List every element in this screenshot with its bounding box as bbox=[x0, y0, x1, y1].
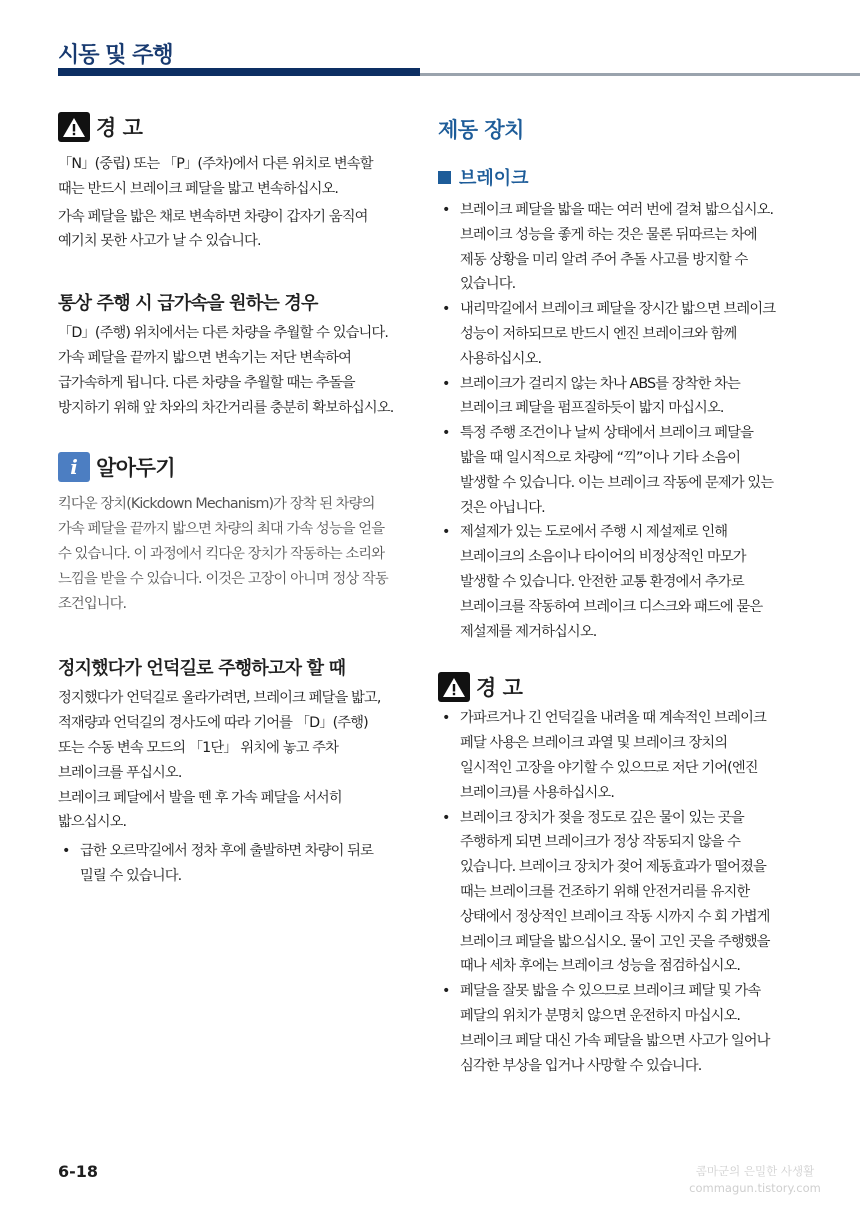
list-item bbox=[438, 297, 776, 371]
hill-start-bullets bbox=[58, 839, 396, 889]
list-item: • 페달을 잘못 밟을 수 있으므로 브레이크 페달 및 가속 페달의 위치가 분명치 않으면 운전하지 마십시오. 브레이크 페달 대신 가속 페달을 밟으면 사고가 일어나 심각한 부상을 입거나 사망할 수 있습니다. bbox=[438, 979, 776, 1078]
list-item: • 브레이크 장치가 젖을 정도로 깊은 물이 있는 곳을 주행하게 되면 브레이크가 정상 작동되지 않을 수 있습니다. 브레이크 장치가 젖어 제동효과가 떨어졌을 때는 브레이크를 건조하기 위해 안전거리를 유지한 상태에서 정상적인 브레이크 작동 시까지 수 회 가볍게 브레이크 페달을 밟으십시오. 물이 고인 곳을 주행했을 때나 세차 후에는 브레이크 성능을 점검하십시오. bbox=[438, 806, 776, 980]
left-column bbox=[58, 112, 396, 889]
warning-triangle-icon bbox=[58, 112, 90, 142]
square-bullet-icon bbox=[438, 171, 451, 184]
note-header bbox=[58, 452, 396, 482]
list-item bbox=[438, 372, 776, 422]
info-icon: i bbox=[58, 452, 90, 482]
list-item-text: 내리막길에서 브레이크 페달을 장시간 밟으면 브레이크 성능이 저하되므로 반드시 엔진 브레이크와 함께 사용하십시오. bbox=[460, 301, 776, 367]
list-item bbox=[438, 421, 776, 520]
watermark bbox=[680, 1163, 830, 1197]
section-rapid-acceleration bbox=[58, 289, 396, 420]
section-paragraph: 「D」(주행) 위치에서는 다른 차량을 추월할 수 있습니다. 가속 페달을 끝까지 밟으면 변속기는 저단 변속하여 급가속하게 됩니다. 다른 차량을 추월할 때는 추돌을 방지하기 위해 앞 차와의 차간거리를 충분히 확보하십시오. bbox=[58, 325, 394, 416]
warning-paragraph: 가속 페달을 밟은 채로 변속하면 차량이 갑자기 움직여 예기치 못한 사고가 날 수 있습니다. bbox=[58, 208, 368, 250]
list-item: • 가파르거나 긴 언덕길을 내려올 때 계속적인 브레이크 페달 사용은 브레이크 과열 및 브레이크 장치의 일시적인 고장을 야기할 수 있으므로 저단 기어(엔진 브레이크)를 사용하십시오. bbox=[438, 706, 776, 805]
brake-bullets bbox=[438, 198, 776, 644]
subsection-brake bbox=[438, 164, 776, 190]
warning-title: 경 고 bbox=[96, 116, 143, 140]
list-item-text: 브레이크 페달을 밟을 때는 여러 번에 걸쳐 밟으십시오. bbox=[460, 202, 774, 218]
watermark-line: 콤마군의 은밀한 사생활 bbox=[695, 1164, 815, 1178]
note-title: 알아두기 bbox=[96, 456, 176, 481]
warning-title: 경 고 bbox=[476, 676, 523, 701]
list-item: • 급한 오르막길에서 정차 후에 출발하면 차량이 뒤로 밀릴 수 있습니다. bbox=[58, 839, 396, 889]
list-item-text: 브레이크가 걸리지 않는 차나 ABS를 장착한 차는 브레이크 페달을 펌프질하듯이 밟지 마십시오. bbox=[460, 375, 740, 417]
section-paragraph: 정지했다가 언덕길로 올라가려면, 브레이크 페달을 밟고, 적재량과 언덕길의 경사도에 따라 기어를 「D」(주행) 또는 수동 변속 모드의 「1단」 위치에 놓고 주차 브레이크를 푸십시오. bbox=[58, 690, 381, 781]
warning-header bbox=[58, 112, 396, 142]
section-paragraph: 브레이크 페달에서 발을 뗀 후 가속 페달을 서서히 밟으십시오. bbox=[58, 789, 342, 831]
section-title-braking: 제동 장치 bbox=[438, 118, 524, 142]
subsection-title: 브레이크 bbox=[459, 168, 529, 189]
section-heading: 통상 주행 시 급가속을 원하는 경우 bbox=[58, 293, 318, 315]
warning-paragraph: 「N」(중립) 또는 「P」(주차)에서 다른 위치로 변속할 때는 반드시 브레이크 페달을 밟고 변속하십시오. bbox=[58, 156, 373, 197]
right-column bbox=[438, 114, 776, 1078]
page-number: 6-18 bbox=[58, 1162, 99, 1181]
warning-box-brake bbox=[438, 672, 776, 1078]
section-heading: 정지했다가 언덕길로 주행하고자 할 때 bbox=[58, 658, 346, 680]
page-header-title: 시동 및 주행 bbox=[58, 43, 173, 68]
warning-bullets bbox=[438, 706, 776, 1078]
note-paragraph: 킥다운 장치(Kickdown Mechanism)가 장착 된 차량의 가속 페달을 끝까지 밟으면 차량의 최대 가속 성능을 얻을 수 있습니다. 이 과정에서 킥다운 장치가 작동하는 소리와 느낌을 받을 수 있습니다. 이것은 고장이 아니며 정상 작동 조건입니다. bbox=[58, 496, 388, 612]
warning-box-shift bbox=[58, 112, 396, 254]
header-rule-light bbox=[420, 73, 860, 76]
list-item bbox=[438, 198, 776, 297]
list-item-text: 제설제가 있는 도로에서 주행 시 제설제로 인해 브레이크의 소음이나 타이어의 비정상적인 마모가 발생할 수 있습니다. 안전한 교통 환경에서 추가로 브레이크를 작동하여 브레이크 디스크와 패드에 묻은 제설제를 제거하십시오. bbox=[460, 524, 763, 640]
note-box-kickdown bbox=[58, 452, 396, 616]
list-item-text: 특정 주행 조건이나 날씨 상태에서 브레이크 페달을 밟을 때 일시적으로 차량에 “끽”이나 기타 소음이 발생할 수 있습니다. 이는 브레이크 작동에 문제가 있는 것은 아닙니다. bbox=[460, 425, 774, 516]
watermark-line: commagun.tistory.com bbox=[689, 1181, 821, 1195]
warning-header bbox=[438, 672, 776, 702]
header-rule-dark bbox=[58, 68, 420, 76]
section-hill-start bbox=[58, 654, 396, 888]
list-item-continuation: 브레이크 성능을 좋게 하는 것은 물론 뒤따르는 차에 제동 상황을 미리 알려 주어 추돌 사고를 방지할 수 있습니다. bbox=[460, 226, 757, 293]
list-item bbox=[438, 520, 776, 644]
warning-triangle-icon bbox=[438, 672, 470, 702]
